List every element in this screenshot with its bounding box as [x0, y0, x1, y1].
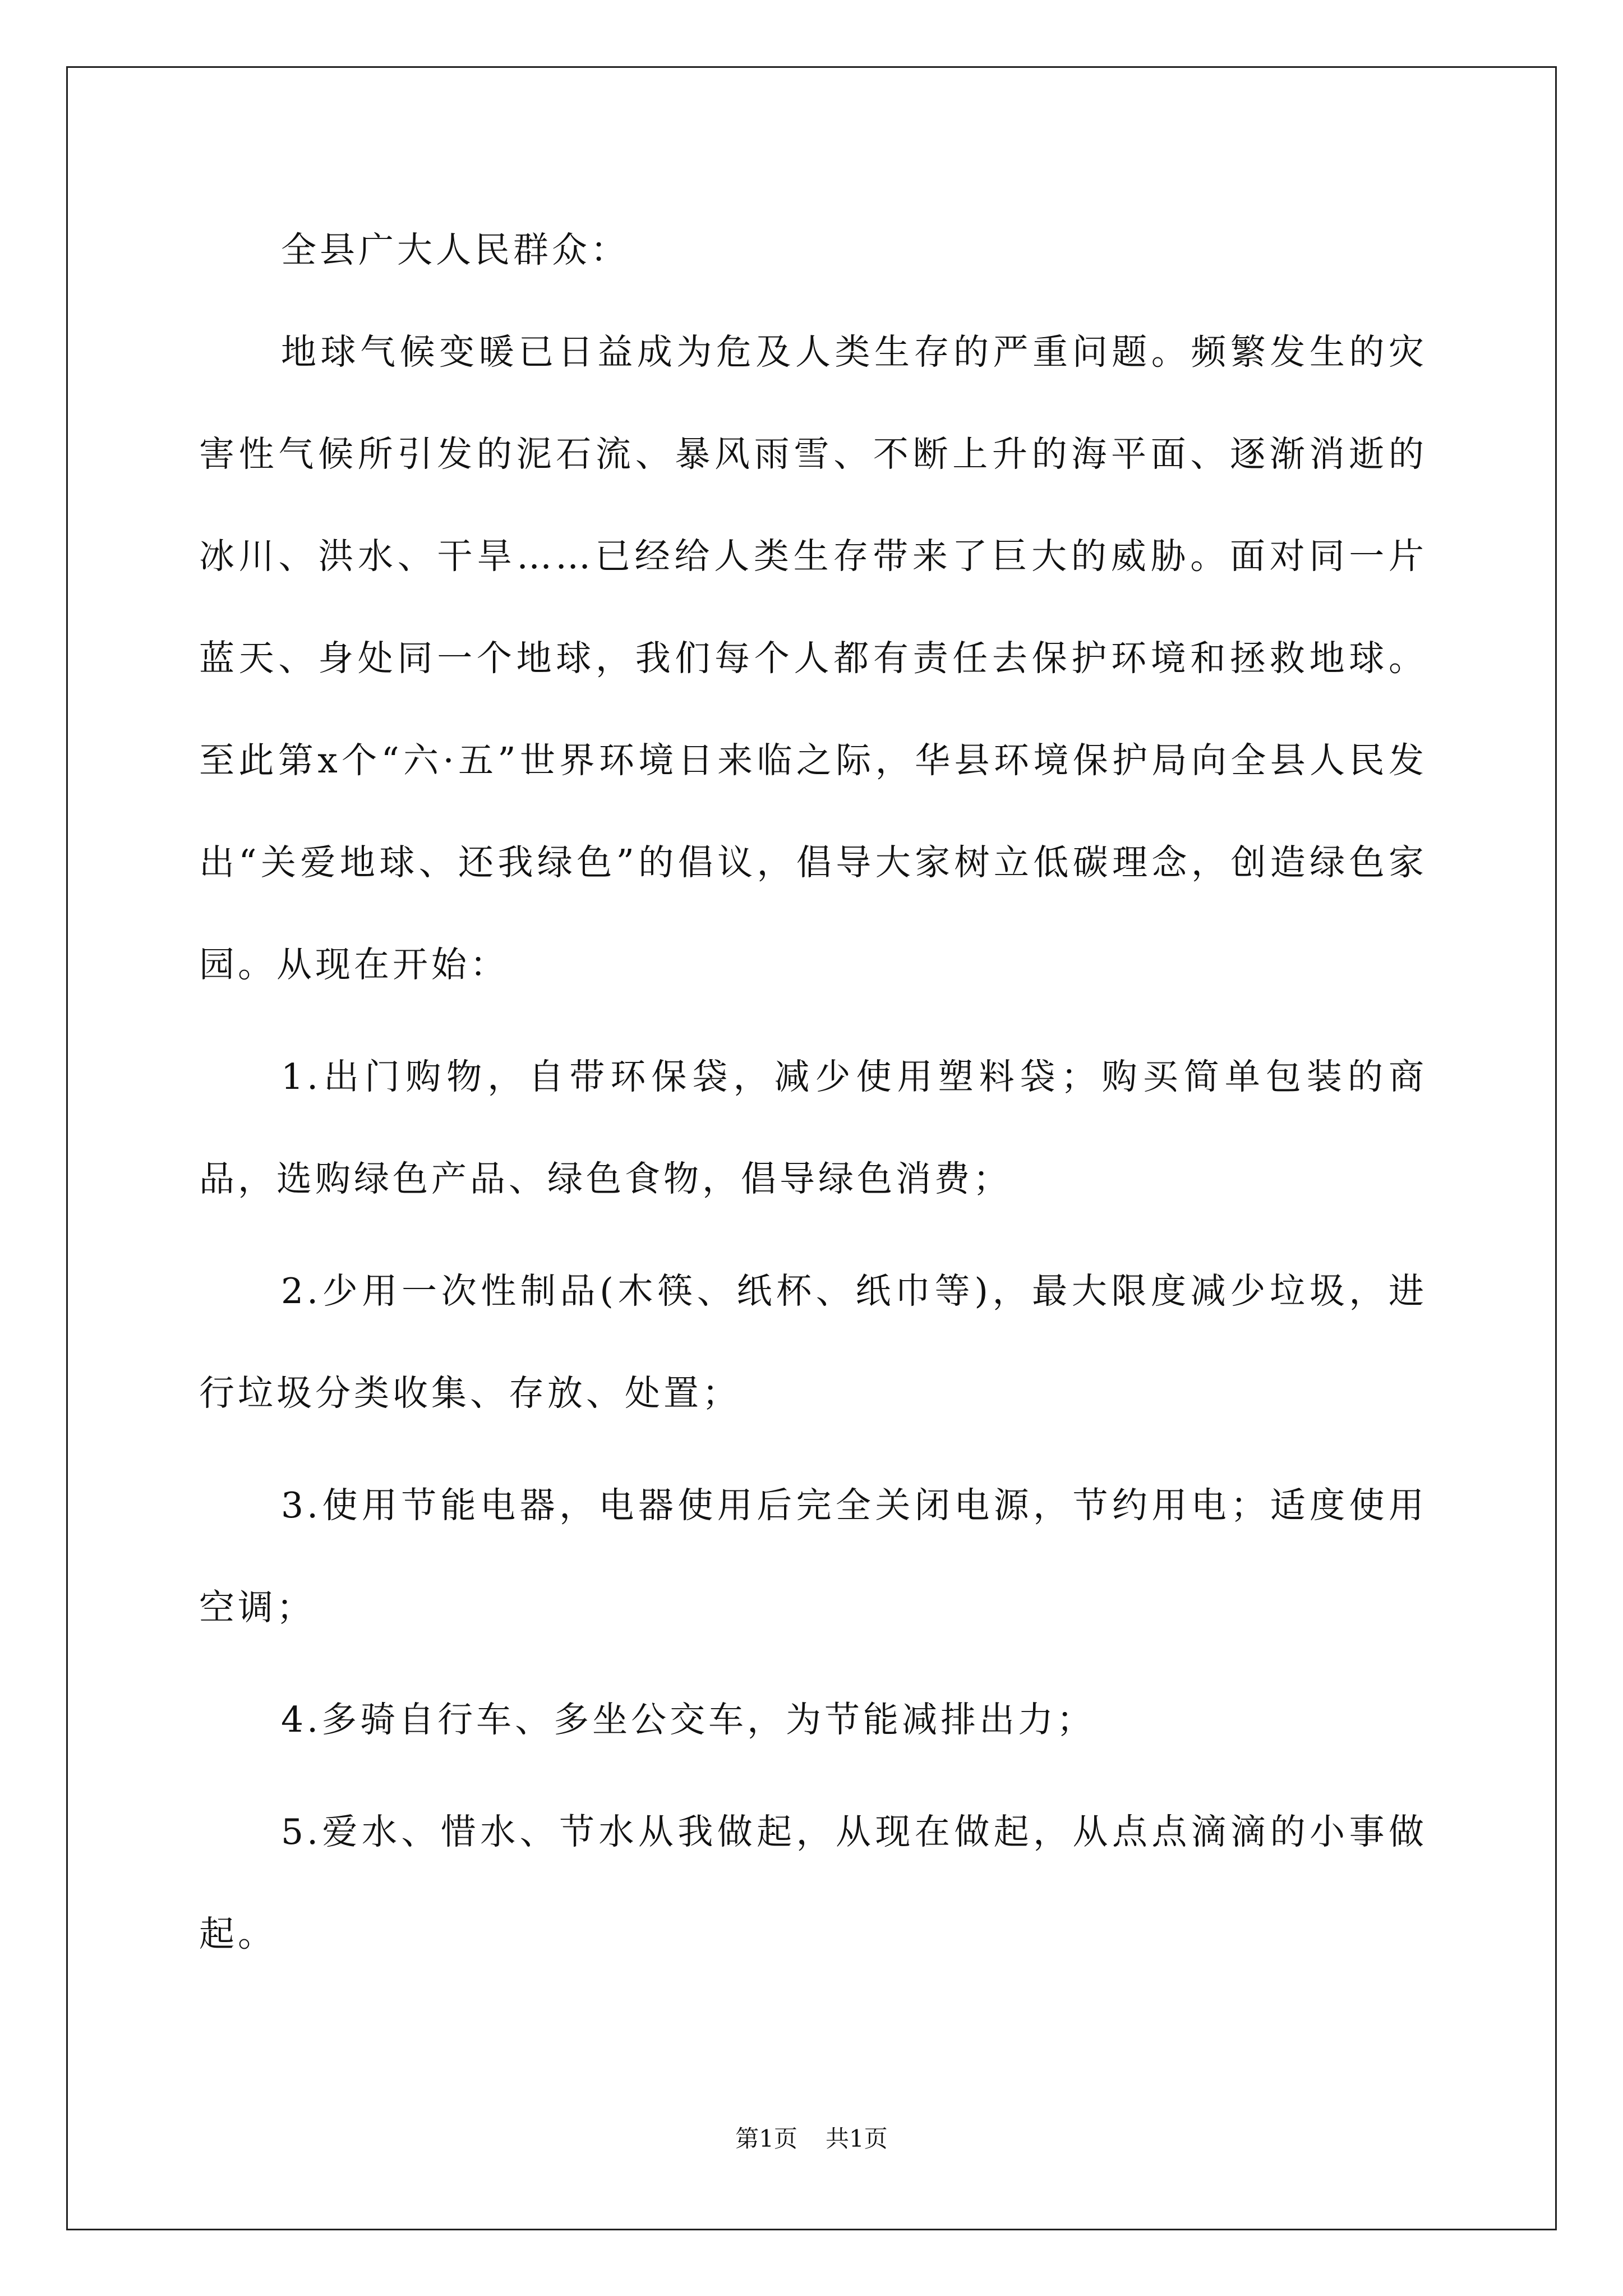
paragraph-item-4: 4.多骑自行车、多坐公交车，为节能减排出力；: [281, 1699, 1096, 1740]
paragraph-item-2: 2.少用一次性制品(木筷、纸杯、纸巾等)，最大限度减少垃圾，进行垃圾分类收集、存放、处置；: [199, 1271, 1427, 1414]
page-number-total: 共1页: [826, 2125, 888, 2152]
page-footer: [0, 2120, 1623, 2154]
document-body: [199, 199, 1427, 1985]
paragraph-intro: 地球气候变暖已日益成为危及人类生存的严重问题。频繁发生的灾害性气候所引发的泥石流、暴风雨雪、不断上升的海平面、逐渐消逝的冰川、洪水、干旱……已经给人类生存带来了巨大的威胁。面对同一片蓝天、身处同一个地球，我们每个人都有责任去保护环境和拯救地球。至此第x个“六·五”世界环境日来临之际，华县环境保护局向全县人民发出“关爱地球、还我绿色”的倡议，倡导大家树立低碳理念，创造绿色家园。从现在开始：: [199, 332, 1427, 985]
salutation: 全县广大人民群众：: [281, 229, 629, 270]
paragraph-item-1: 1.出门购物，自带环保袋，减少使用塑料袋；购买简单包装的商品，选购绿色产品、绿色食物，倡导绿色消费；: [199, 1056, 1427, 1199]
page-number-current: 第1页: [735, 2125, 797, 2152]
paragraph-item-5: 5.爱水、惜水、节水从我做起，从现在做起，从点点滴滴的小事做起。: [199, 1811, 1427, 1954]
paragraph-item-3: 3.使用节能电器，电器使用后完全关闭电源，节约用电；适度使用空调；: [199, 1485, 1427, 1628]
